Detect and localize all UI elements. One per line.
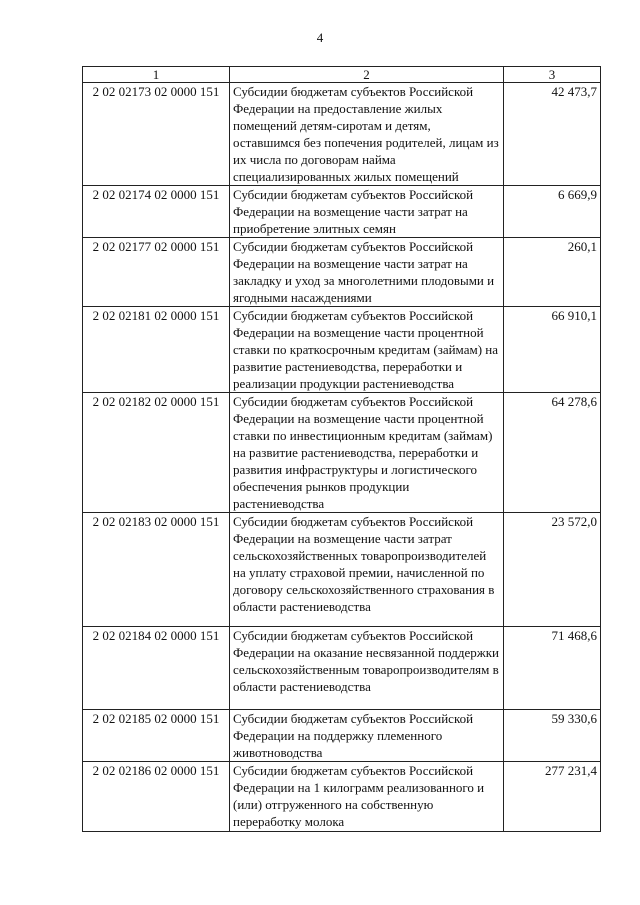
description-cell: Субсидии бюджетам субъектов Российской Федерации на поддержку племенного животноводства bbox=[230, 710, 504, 762]
table-row bbox=[83, 186, 601, 238]
budget-code-cell: 2 02 02174 02 0000 151 bbox=[83, 186, 230, 238]
amount-cell: 66 910,1 bbox=[504, 307, 601, 393]
description-cell: Субсидии бюджетам субъектов Российской Федерации на возмещение части затрат на приобретение элитных семян bbox=[230, 186, 504, 238]
table-row bbox=[83, 393, 601, 513]
table-row bbox=[83, 513, 601, 627]
table-row bbox=[83, 238, 601, 307]
amount-cell: 23 572,0 bbox=[504, 513, 601, 627]
description-cell: Субсидии бюджетам субъектов Российской Федерации на оказание несвязанной поддержки сельскохозяйственным товаропроизводителям в области растениеводства bbox=[230, 627, 504, 710]
column-header-2: 2 bbox=[230, 67, 504, 83]
table-header-row bbox=[83, 67, 601, 83]
budget-code-cell: 2 02 02185 02 0000 151 bbox=[83, 710, 230, 762]
table-row bbox=[83, 710, 601, 762]
budget-table bbox=[82, 66, 601, 832]
description-cell: Субсидии бюджетам субъектов Российской Федерации на возмещение части затрат на закладку и уход за многолетними плодовыми и ягодными насаждениями bbox=[230, 238, 504, 307]
budget-code-cell: 2 02 02186 02 0000 151 bbox=[83, 762, 230, 832]
table-row bbox=[83, 627, 601, 710]
budget-code-cell: 2 02 02182 02 0000 151 bbox=[83, 393, 230, 513]
table-row bbox=[83, 762, 601, 832]
amount-cell: 64 278,6 bbox=[504, 393, 601, 513]
table-row bbox=[83, 307, 601, 393]
budget-code-cell: 2 02 02184 02 0000 151 bbox=[83, 627, 230, 710]
budget-code-cell: 2 02 02183 02 0000 151 bbox=[83, 513, 230, 627]
budget-code-cell: 2 02 02181 02 0000 151 bbox=[83, 307, 230, 393]
description-cell: Субсидии бюджетам субъектов Российской Федерации на предоставление жилых помещений детям-сиротам и детям, оставшимся без попечения родителей, лицам из их числа по договорам найма специализированных жилых помещений bbox=[230, 83, 504, 186]
column-header-3: 3 bbox=[504, 67, 601, 83]
page-number: 4 bbox=[316, 30, 324, 45]
amount-cell: 71 468,6 bbox=[504, 627, 601, 710]
description-cell: Субсидии бюджетам субъектов Российской Федерации на 1 килограмм реализованного и (или) отгруженного на собственную переработку молока bbox=[230, 762, 504, 832]
column-header-1: 1 bbox=[83, 67, 230, 83]
budget-code-cell: 2 02 02173 02 0000 151 bbox=[83, 83, 230, 186]
table-row bbox=[83, 83, 601, 186]
amount-cell: 277 231,4 bbox=[504, 762, 601, 832]
amount-cell: 42 473,7 bbox=[504, 83, 601, 186]
description-cell: Субсидии бюджетам субъектов Российской Федерации на возмещение части затрат сельскохозяйственных товаропроизводителей на уплату страховой премии, начисленной по договору сельскохозяйственного страхования в области растениеводства bbox=[230, 513, 504, 627]
amount-cell: 6 669,9 bbox=[504, 186, 601, 238]
amount-cell: 260,1 bbox=[504, 238, 601, 307]
description-cell: Субсидии бюджетам субъектов Российской Федерации на возмещение части процентной ставки по инвестиционным кредитам (займам) на развитие растениеводства, переработки и развития инфраструктуры и логистического обеспечения рынков продукции растениеводства bbox=[230, 393, 504, 513]
description-cell: Субсидии бюджетам субъектов Российской Федерации на возмещение части процентной ставки по краткосрочным кредитам (займам) на развитие растениеводства, переработки и реализации продукции растениеводства bbox=[230, 307, 504, 393]
budget-code-cell: 2 02 02177 02 0000 151 bbox=[83, 238, 230, 307]
amount-cell: 59 330,6 bbox=[504, 710, 601, 762]
